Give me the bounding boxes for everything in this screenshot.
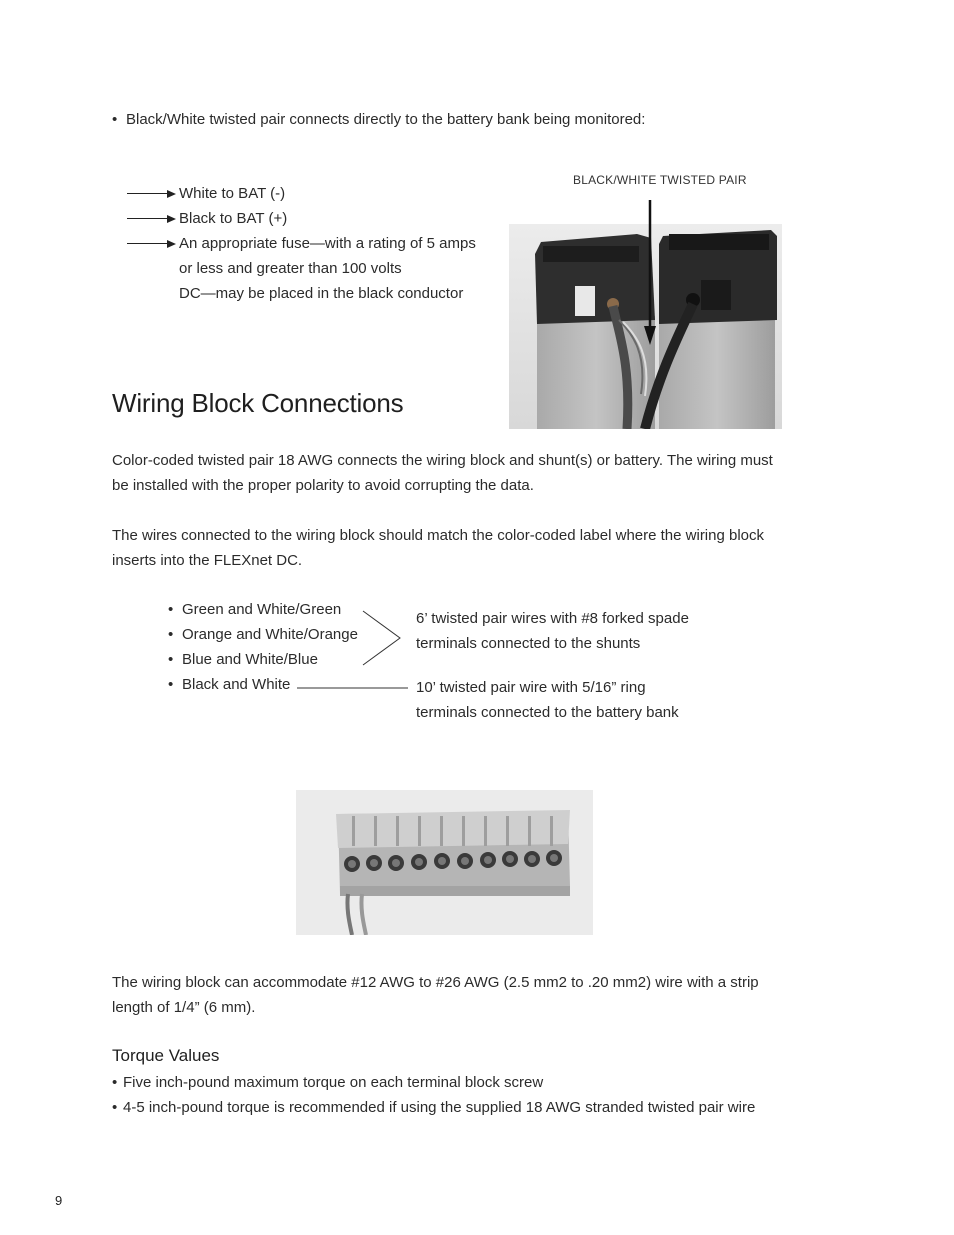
paragraph-wire-gauge <box>112 970 759 1020</box>
note-line: 10’ twisted pair wire with 5/16” ring <box>416 679 646 696</box>
paragraph-line: be installed with the proper polarity to avoid corrupting the data. <box>112 477 534 494</box>
arrow-right-icon <box>127 218 167 220</box>
pointer-arrow-icon <box>642 200 658 346</box>
shunt-note <box>416 606 689 656</box>
page-number: 9 <box>55 1193 63 1208</box>
battery-note <box>416 675 679 725</box>
bullet-marker: • <box>112 111 118 128</box>
paragraph-line: The wires connected to the wiring block should match the color-coded label where the wiring block <box>112 527 765 544</box>
list-item: • Green and White/Green <box>168 601 342 618</box>
arrow-item-white-text: White to BAT (-) <box>179 185 286 202</box>
torque-list <box>112 1070 755 1120</box>
list-item: • Blue and White/Blue <box>168 651 318 668</box>
paragraph-line: Color-coded twisted pair 18 AWG connects the wiring block and shunt(s) or battery. The wiring must <box>112 452 773 469</box>
section-title: Wiring Block Connections <box>112 388 404 418</box>
wiring-block-photo <box>296 790 593 935</box>
paragraph-line: length of 1/4” (6 mm). <box>112 999 256 1016</box>
list-item: • Black and White <box>168 676 291 693</box>
list-item: • Five inch-pound maximum torque on each terminal block screw <box>112 1074 544 1091</box>
arrow-item-fuse-line1: An appropriate fuse—with a rating of 5 amps <box>179 235 476 252</box>
paragraph-line: inserts into the FLEXnet DC. <box>112 552 303 569</box>
arrow-item-black <box>127 206 176 231</box>
list-item: • Orange and White/Orange <box>168 626 358 643</box>
arrow-item-fuse <box>127 231 176 256</box>
arrow-item-black-text: Black to BAT (+) <box>179 210 288 227</box>
arrow-item-fuse-line2: or less and greater than 100 volts <box>179 260 402 277</box>
paragraph-polarity <box>112 448 773 498</box>
arrow-right-icon <box>127 243 167 245</box>
note-line: terminals connected to the shunts <box>416 635 641 652</box>
paragraph-color-label <box>112 523 764 573</box>
note-line: terminals connected to the battery bank <box>416 704 679 721</box>
arrow-right-icon <box>127 193 167 195</box>
intro-bullet <box>112 107 645 132</box>
intro-bullet-text: Black/White twisted pair connects directly to the battery bank being monitored: <box>126 111 646 128</box>
torque-title: Torque Values <box>112 1046 220 1065</box>
note-line: 6’ twisted pair wires with #8 forked spade <box>416 610 689 627</box>
arrow-item-white <box>127 181 176 206</box>
photo-caption: BLACK/WHITE TWISTED PAIR <box>573 173 747 187</box>
arrow-item-fuse-line3: DC—may be placed in the black conductor <box>179 285 464 302</box>
list-item: • 4-5 inch-pound torque is recommended if using the supplied 18 AWG stranded twisted pair wire <box>112 1099 756 1116</box>
paragraph-line: The wiring block can accommodate #12 AWG to #26 AWG (2.5 mm2 to .20 mm2) wire with a strip <box>112 974 759 991</box>
bracket-connector-icon <box>290 605 415 695</box>
